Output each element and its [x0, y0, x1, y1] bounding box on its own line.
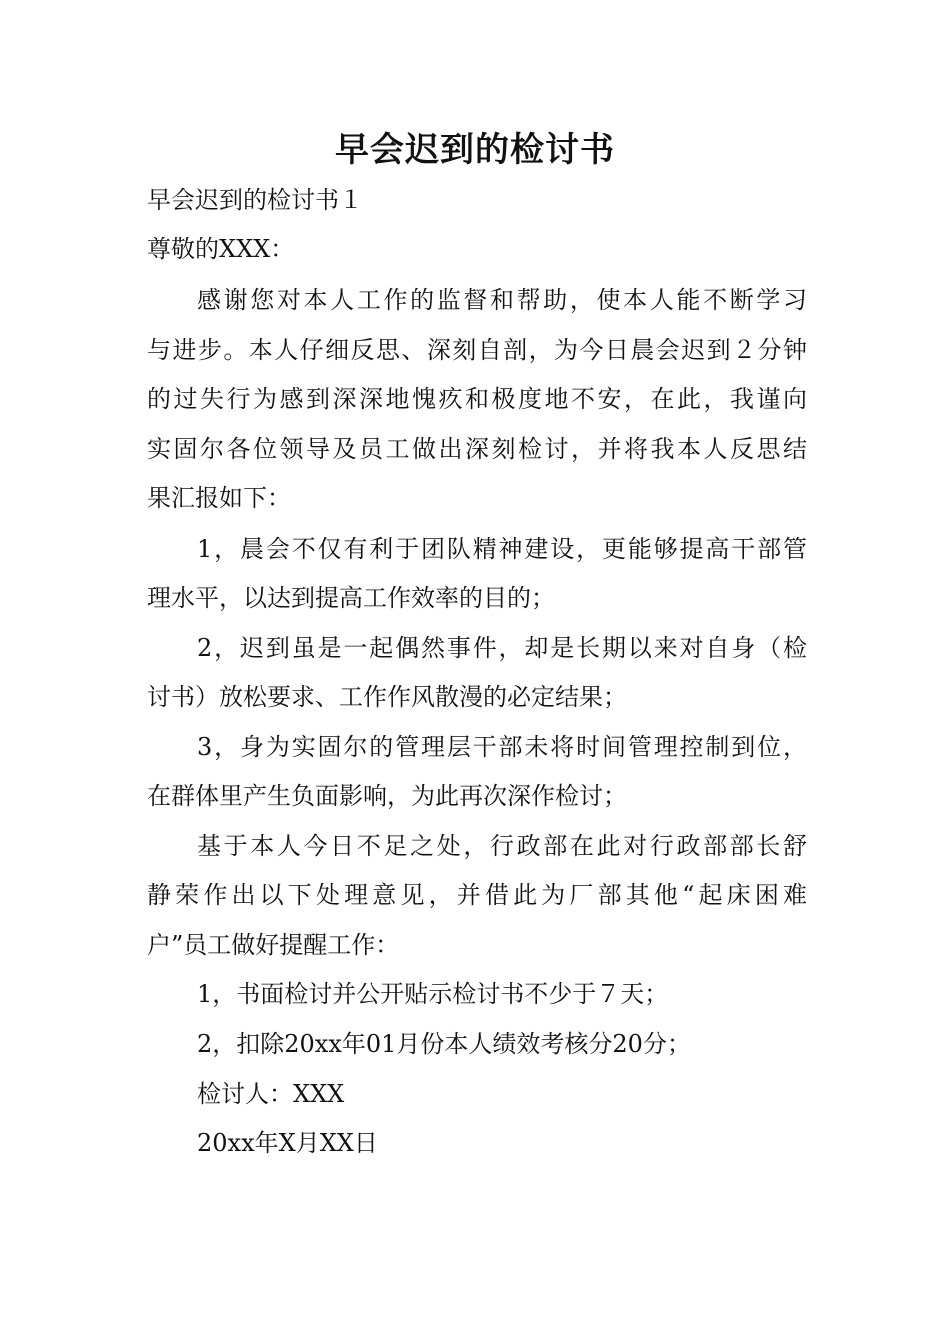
paragraph-1-line-2: 与进步。本人仔细反思、深刻自剖，为今日晨会迟到２分钟: [147, 336, 807, 364]
point-2-line-2: 讨书）放松要求、工作作风散漫的必定结果；: [147, 683, 627, 711]
point-2-line-1: 2，迟到虽是一起偶然事件，却是长期以来对自身（检: [197, 634, 807, 662]
document-title: 早会迟到的检讨书: [335, 130, 615, 170]
paragraph-1-line-3: 的过失行为感到深深地愧疚和极度地不安，在此，我谨向: [147, 385, 807, 413]
paragraph-1-line-1: 感谢您对本人工作的监督和帮助，使本人能不断学习: [197, 286, 807, 314]
signer: 检讨人：XXX: [197, 1080, 345, 1108]
paragraph-1-line-4: 实固尔各位领导及员工做出深刻检讨，并将我本人反思结: [147, 435, 807, 463]
point-1-line-2: 理水平，以达到提高工作效率的目的；: [147, 584, 555, 612]
decision-2: 2，扣除20xx年01月份本人绩效考核分20分；: [197, 1030, 691, 1058]
decision-1: 1，书面检讨并公开贴示检讨书不少于７天；: [197, 980, 669, 1008]
paragraph-2-line-2: 静荣作出以下处理意见，并借此为厂部其他“起床困难: [147, 881, 807, 909]
paragraph-1-line-5: 果汇报如下：: [147, 484, 291, 512]
document-date: 20xx年X月XX日: [197, 1129, 378, 1157]
salutation: 尊敬的XXX：: [147, 235, 295, 263]
paragraph-2-line-3: 户”员工做好提醒工作：: [147, 931, 400, 959]
point-1-line-1: 1，晨会不仅有利于团队精神建设，更能够提高干部管: [197, 535, 807, 563]
paragraph-2-line-1: 基于本人今日不足之处，行政部在此对行政部部长舒: [197, 832, 807, 860]
point-3-line-1: 3，身为实固尔的管理层干部未将时间管理控制到位，: [197, 733, 807, 761]
document-subtitle: 早会迟到的检讨书１: [147, 186, 363, 214]
point-3-line-2: 在群体里产生负面影响，为此再次深作检讨；: [147, 782, 627, 810]
